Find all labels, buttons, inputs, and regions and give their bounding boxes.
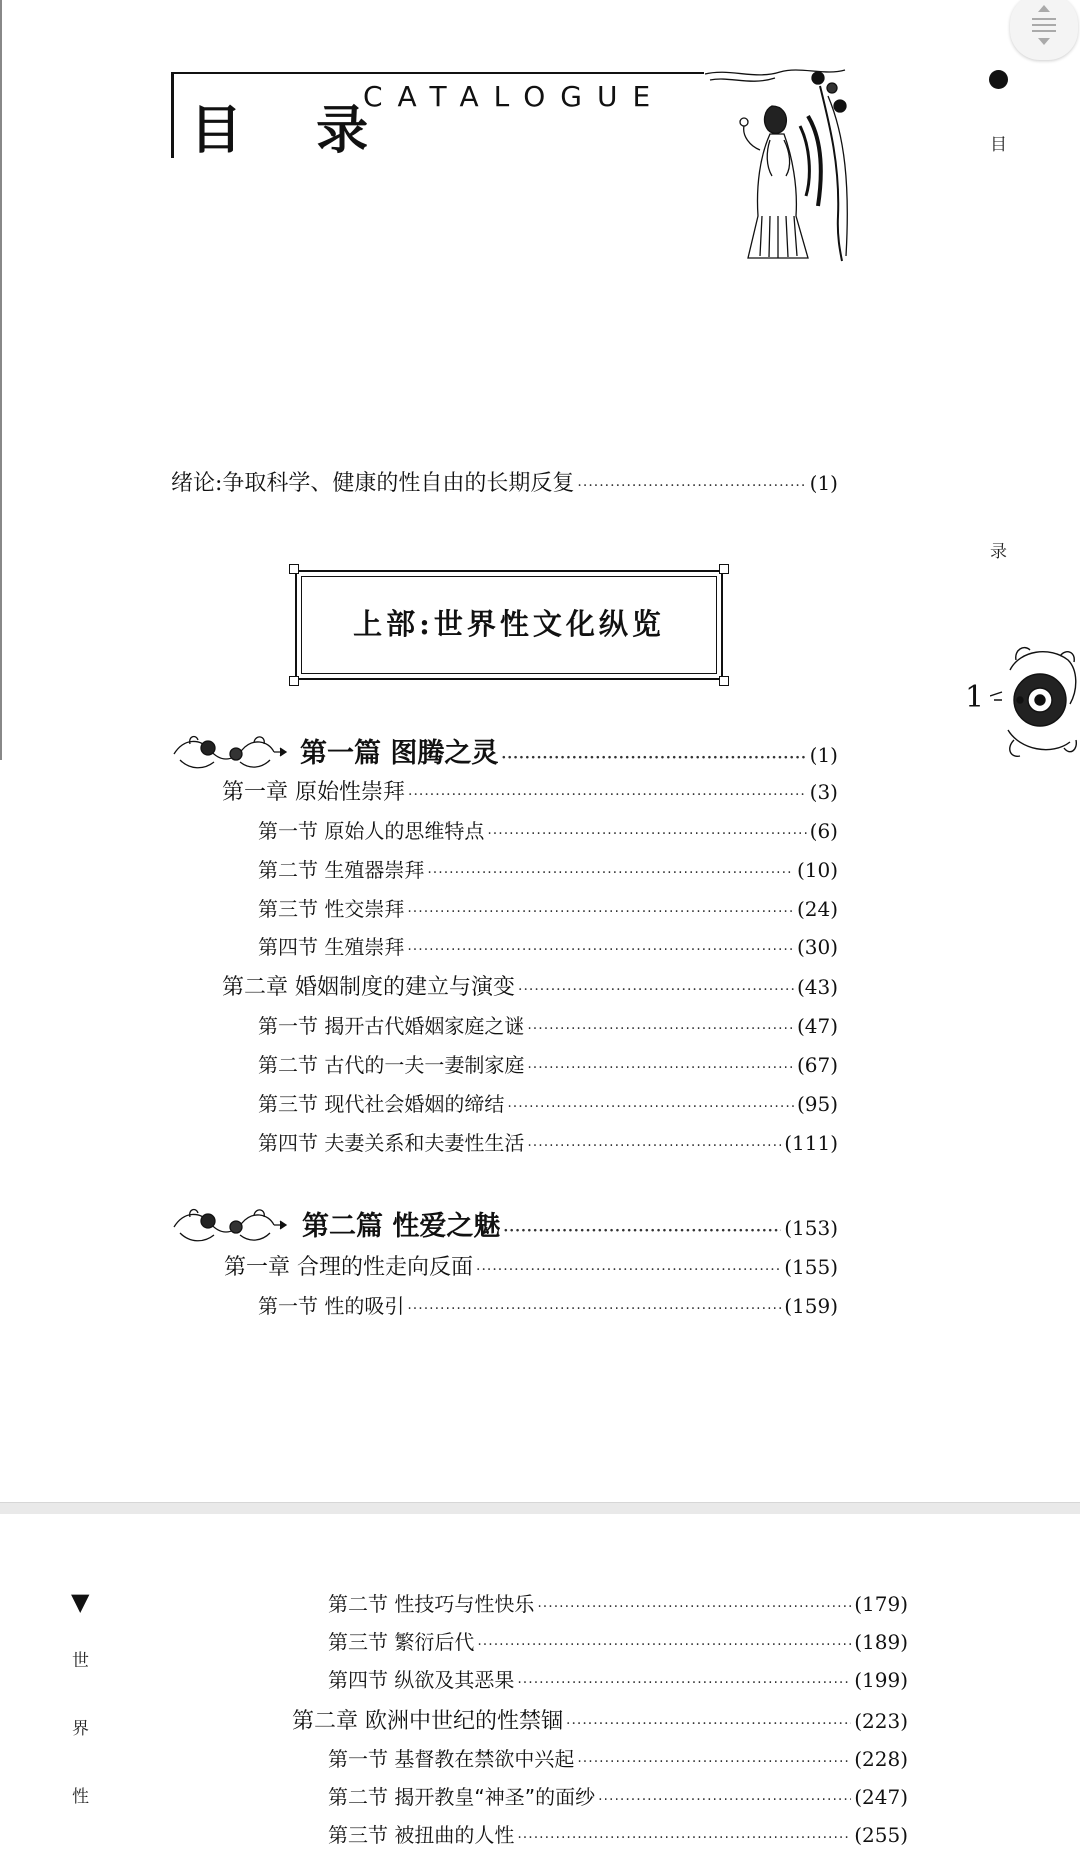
toc-entry-page: (111) xyxy=(784,1131,838,1155)
toc-entry-label: 第一节 揭开古代婚姻家庭之谜 xyxy=(258,1014,525,1038)
toc-entry-page: (159) xyxy=(784,1294,838,1318)
toc-page-2 xyxy=(0,1514,1080,1851)
toc-entry-chapter[interactable] xyxy=(222,775,838,806)
toc-entry-label: 第四节 纵欲及其恶果 xyxy=(328,1668,515,1692)
toc-entry-page: (189) xyxy=(854,1630,908,1654)
toc-entry-section[interactable] xyxy=(258,1127,838,1156)
box-corner xyxy=(289,676,299,686)
dot-leader xyxy=(407,1301,781,1317)
toc-entry-section[interactable] xyxy=(328,1743,908,1772)
toc-entry-page: (30) xyxy=(796,935,838,959)
toc-entry-section[interactable] xyxy=(258,815,838,844)
dot-leader xyxy=(517,1830,851,1846)
scroll-grip-icon xyxy=(1030,2,1058,50)
toc-entry-label: 第二章 欧洲中世纪的性禁锢 xyxy=(292,1709,563,1734)
toc-entry-label: 第四节 生殖崇拜 xyxy=(258,935,405,959)
dot-leader xyxy=(577,478,806,494)
dot-leader xyxy=(408,787,807,803)
toc-entry-section[interactable] xyxy=(258,1290,838,1319)
part-title: 上部:世界性文化纵览 xyxy=(353,607,665,641)
toc-entry-page: (67) xyxy=(796,1053,838,1077)
toc-entry-page: (47) xyxy=(796,1014,838,1038)
dot-leader xyxy=(518,982,794,998)
margin-triangle-icon: ▼ xyxy=(71,1588,90,1616)
toc-entry-page: (10) xyxy=(796,858,838,882)
page-title: 目 录 xyxy=(190,100,397,161)
toc-entry-page: (179) xyxy=(854,1592,908,1616)
dot-leader xyxy=(577,1754,851,1770)
dot-leader xyxy=(487,826,806,842)
toc-entry-section[interactable] xyxy=(328,1819,908,1848)
dot-leader xyxy=(517,1675,851,1691)
toc-entry-chapter[interactable] xyxy=(224,1250,838,1281)
toc-entry-label: 第一章 原始性崇拜 xyxy=(222,780,405,805)
margin-char-mu: 目 xyxy=(990,135,1007,155)
toc-entry-section[interactable] xyxy=(328,1626,908,1655)
toc-entry-pian[interactable] xyxy=(302,1204,838,1243)
toc-entry-label: 第一章 合理的性走向反面 xyxy=(224,1255,473,1280)
catalogue-label: CATALOGUE xyxy=(363,80,666,113)
dot-leader xyxy=(501,750,806,766)
margin-char: 世 xyxy=(72,1651,89,1671)
toc-entry-page: (24) xyxy=(796,897,838,921)
page-corner-ornament xyxy=(990,640,1080,760)
toc-entry-section[interactable] xyxy=(258,1049,838,1078)
toc-entry-page: (255) xyxy=(854,1823,908,1847)
toc-entry-label: 第一节 原始人的思维特点 xyxy=(258,819,485,843)
toc-entry-page: (6) xyxy=(809,819,838,843)
toc-entry-page: (1) xyxy=(809,743,838,767)
dot-leader xyxy=(427,865,794,881)
toc-entry-page: (95) xyxy=(796,1092,838,1116)
box-corner xyxy=(719,564,729,574)
toc-entry-chapter[interactable] xyxy=(292,1704,908,1735)
toc-entry-label: 第三节 性交崇拜 xyxy=(258,897,405,921)
margin-char-lu: 录 xyxy=(990,542,1007,562)
dot-leader xyxy=(527,1138,781,1154)
dot-leader xyxy=(527,1021,794,1037)
dot-leader xyxy=(476,1262,781,1278)
toc-entry-chapter[interactable] xyxy=(222,970,838,1001)
section-ornament-icon xyxy=(170,730,288,774)
section-ornament-icon xyxy=(170,1203,288,1247)
toc-entry-label: 第二节 古代的一夫一妻制家庭 xyxy=(258,1053,525,1077)
toc-entry-label: 第三节 现代社会婚姻的缔结 xyxy=(258,1092,505,1116)
toc-entry-section[interactable] xyxy=(258,931,838,960)
page-number: 1 xyxy=(965,680,985,715)
toc-entry-label: 第一节 性的吸引 xyxy=(258,1294,405,1318)
dot-leader xyxy=(537,1599,851,1615)
toc-entry-page: (43) xyxy=(796,975,838,999)
toc-entry-pian[interactable] xyxy=(300,731,838,770)
toc-entry-label: 第二节 性技巧与性快乐 xyxy=(328,1592,535,1616)
toc-entry-label: 第三节 繁衍后代 xyxy=(328,1630,475,1654)
toc-entry-label: 第二篇 性爱之魅 xyxy=(302,1211,501,1242)
toc-entry-section[interactable] xyxy=(328,1664,908,1693)
margin-char: 界 xyxy=(72,1719,89,1739)
margin-char: 性 xyxy=(72,1787,89,1807)
toc-intro-line[interactable] xyxy=(171,466,838,497)
toc-entry-page: (223) xyxy=(854,1709,908,1733)
toc-entry-label: 第一篇 图腾之灵 xyxy=(300,738,499,769)
toc-entry-page: (1) xyxy=(809,471,838,495)
toc-entry-section[interactable] xyxy=(258,893,838,922)
toc-entry-page: (247) xyxy=(854,1785,908,1809)
dot-leader xyxy=(477,1637,851,1653)
toc-entry-page: (3) xyxy=(809,780,838,804)
toc-entry-label: 第一节 基督教在禁欲中兴起 xyxy=(328,1747,575,1771)
box-corner xyxy=(289,564,299,574)
toc-entry-label: 绪论:争取科学、健康的性自由的长期反复 xyxy=(171,471,575,496)
part-title-box xyxy=(295,570,723,680)
toc-entry-label: 第四节 夫妻关系和夫妻性生活 xyxy=(258,1131,525,1155)
toc-entry-label: 第二章 婚姻制度的建立与演变 xyxy=(222,975,515,1000)
dot-leader xyxy=(598,1792,851,1808)
dot-leader xyxy=(503,1223,781,1239)
toc-entry-section[interactable] xyxy=(258,1010,838,1039)
toc-entry-page: (153) xyxy=(784,1216,838,1240)
scroll-handle[interactable] xyxy=(1010,0,1078,60)
margin-bullet-icon xyxy=(989,70,1008,89)
dot-leader xyxy=(507,1099,794,1115)
toc-entry-label: 第三节 被扭曲的人性 xyxy=(328,1823,515,1847)
header-illustration xyxy=(700,66,850,262)
toc-entry-section[interactable] xyxy=(258,1088,838,1117)
box-corner xyxy=(719,676,729,686)
dot-leader xyxy=(407,904,794,920)
toc-entry-section[interactable] xyxy=(328,1781,908,1810)
toc-entry-section[interactable] xyxy=(328,1588,908,1617)
toc-entry-label: 第二节 生殖器崇拜 xyxy=(258,858,425,882)
toc-entry-label: 第二节 揭开教皇“神圣”的面纱 xyxy=(328,1785,596,1809)
dot-leader xyxy=(527,1060,794,1076)
page-edge-rule xyxy=(0,0,2,760)
dot-leader xyxy=(566,1716,851,1732)
toc-entry-page: (155) xyxy=(784,1255,838,1279)
dot-leader xyxy=(407,942,794,958)
toc-entry-page: (199) xyxy=(854,1668,908,1692)
toc-entry-page: (228) xyxy=(854,1747,908,1771)
toc-entry-section[interactable] xyxy=(258,854,838,883)
